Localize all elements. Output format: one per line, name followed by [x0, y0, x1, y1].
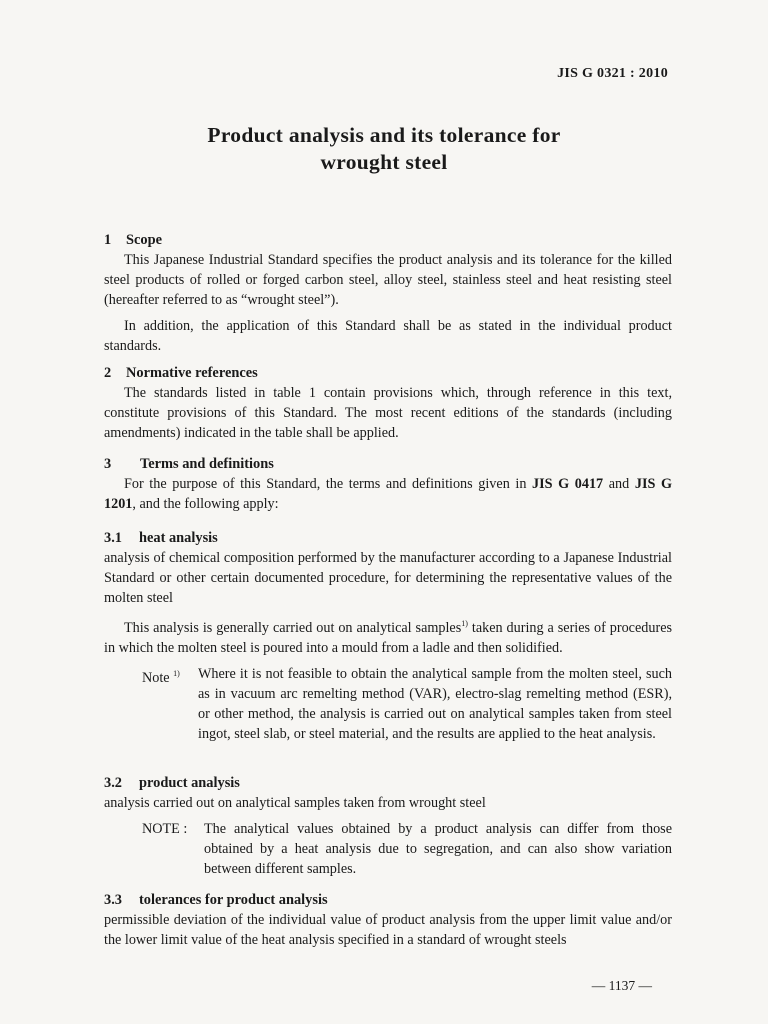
term-number: 3.2: [104, 775, 122, 791]
reference-jis-g-0417: JIS G 0417: [532, 476, 604, 492]
title-line-2: wrought steel: [320, 150, 448, 174]
definition: permissible deviation of the individual value of product analysis from the upper limit value and/or the lower limit value of the heat analysis specified in a standard of wrought steels: [104, 912, 672, 948]
section-title: Terms and definitions: [140, 456, 274, 472]
paragraph: The standards listed in table 1 contain provisions which, through reference in this text, constitute provisions of this Standard. The most recent editions of the standards (including amendments) indicated in the table shall be applied.: [104, 385, 672, 441]
footnote-ref: 1): [461, 619, 468, 628]
term-title: product analysis: [139, 775, 240, 791]
document-title: [0, 122, 768, 176]
note-label: Note $^{1)}$: [142, 669, 180, 686]
section-number: 1: [104, 232, 112, 248]
title-line-1: Product analysis and its tolerance for: [207, 123, 561, 147]
term-number: 3.1: [104, 530, 122, 546]
section-title: Scope: [126, 232, 162, 248]
term-heading: [104, 528, 672, 548]
section-title: Normative references: [126, 365, 258, 381]
note: [142, 819, 672, 879]
section-scope: [104, 230, 672, 356]
term-heading: [104, 890, 672, 910]
paragraph: For the purpose of this Standard, the terms and definitions given in JIS G 0417 and JIS G 1201, and the following apply:: [104, 476, 672, 512]
standard-id: JIS G 0321 : 2010: [557, 66, 668, 81]
section-number: 2: [104, 365, 112, 381]
definition: analysis of chemical composition performed by the manufacturer according to a Japanese Industrial Standard or other certain documented procedure, for determining the representative values of the molten steel: [104, 550, 672, 606]
reference-jis-g-1201: JIS G 1201: [104, 476, 672, 512]
term-title: tolerances for product analysis: [139, 892, 328, 908]
paragraph: This Japanese Industrial Standard specifies the product analysis and its tolerance for the killed steel products of rolled or forged carbon steel, alloy steel, stainless steel and heat resisting steel (hereafter referred to as “wrought steel”).: [104, 252, 672, 308]
note-text: The analytical values obtained by a product analysis can differ from those obtained by a heat analysis due to segregation, and can also show variation between different samples.: [204, 821, 672, 877]
note-text: Where it is not feasible to obtain the analytical sample from the molten steel, such as in vacuum arc remelting method (VAR), electro-slag remelting method (ESR), or other method, the analysis is carried out on analytical samples taken from steel ingot, steel slab, or steel material, and the results are applied to the heat analysis.: [198, 666, 672, 742]
section-heading: [104, 454, 672, 474]
section-terms-definitions: [104, 454, 672, 514]
term-number: 3.3: [104, 892, 122, 908]
section-heading: [104, 363, 672, 383]
term-title: heat analysis: [139, 530, 218, 546]
section-number: 3: [104, 456, 112, 472]
paragraph: In addition, the application of this Standard shall be as stated in the individual product standards.: [104, 318, 672, 354]
section-heading: [104, 230, 672, 250]
note-label: NOTE :: [142, 821, 188, 837]
page-number: — 1137 —: [591, 978, 652, 993]
term-tolerances: [104, 890, 672, 950]
term-product-analysis: [104, 773, 672, 879]
definition: analysis carried out on analytical samples taken from wrought steel: [104, 795, 486, 811]
term-heading: [104, 773, 672, 793]
footnote: [142, 664, 672, 744]
term-heat-analysis: [104, 528, 672, 744]
paragraph: This analysis is generally carried out on analytical samples$^{1)}$ taken during a series of procedures in which the molten steel is poured into a mould from a ladle and then solidified.: [104, 619, 673, 656]
section-normative-references: [104, 363, 672, 443]
